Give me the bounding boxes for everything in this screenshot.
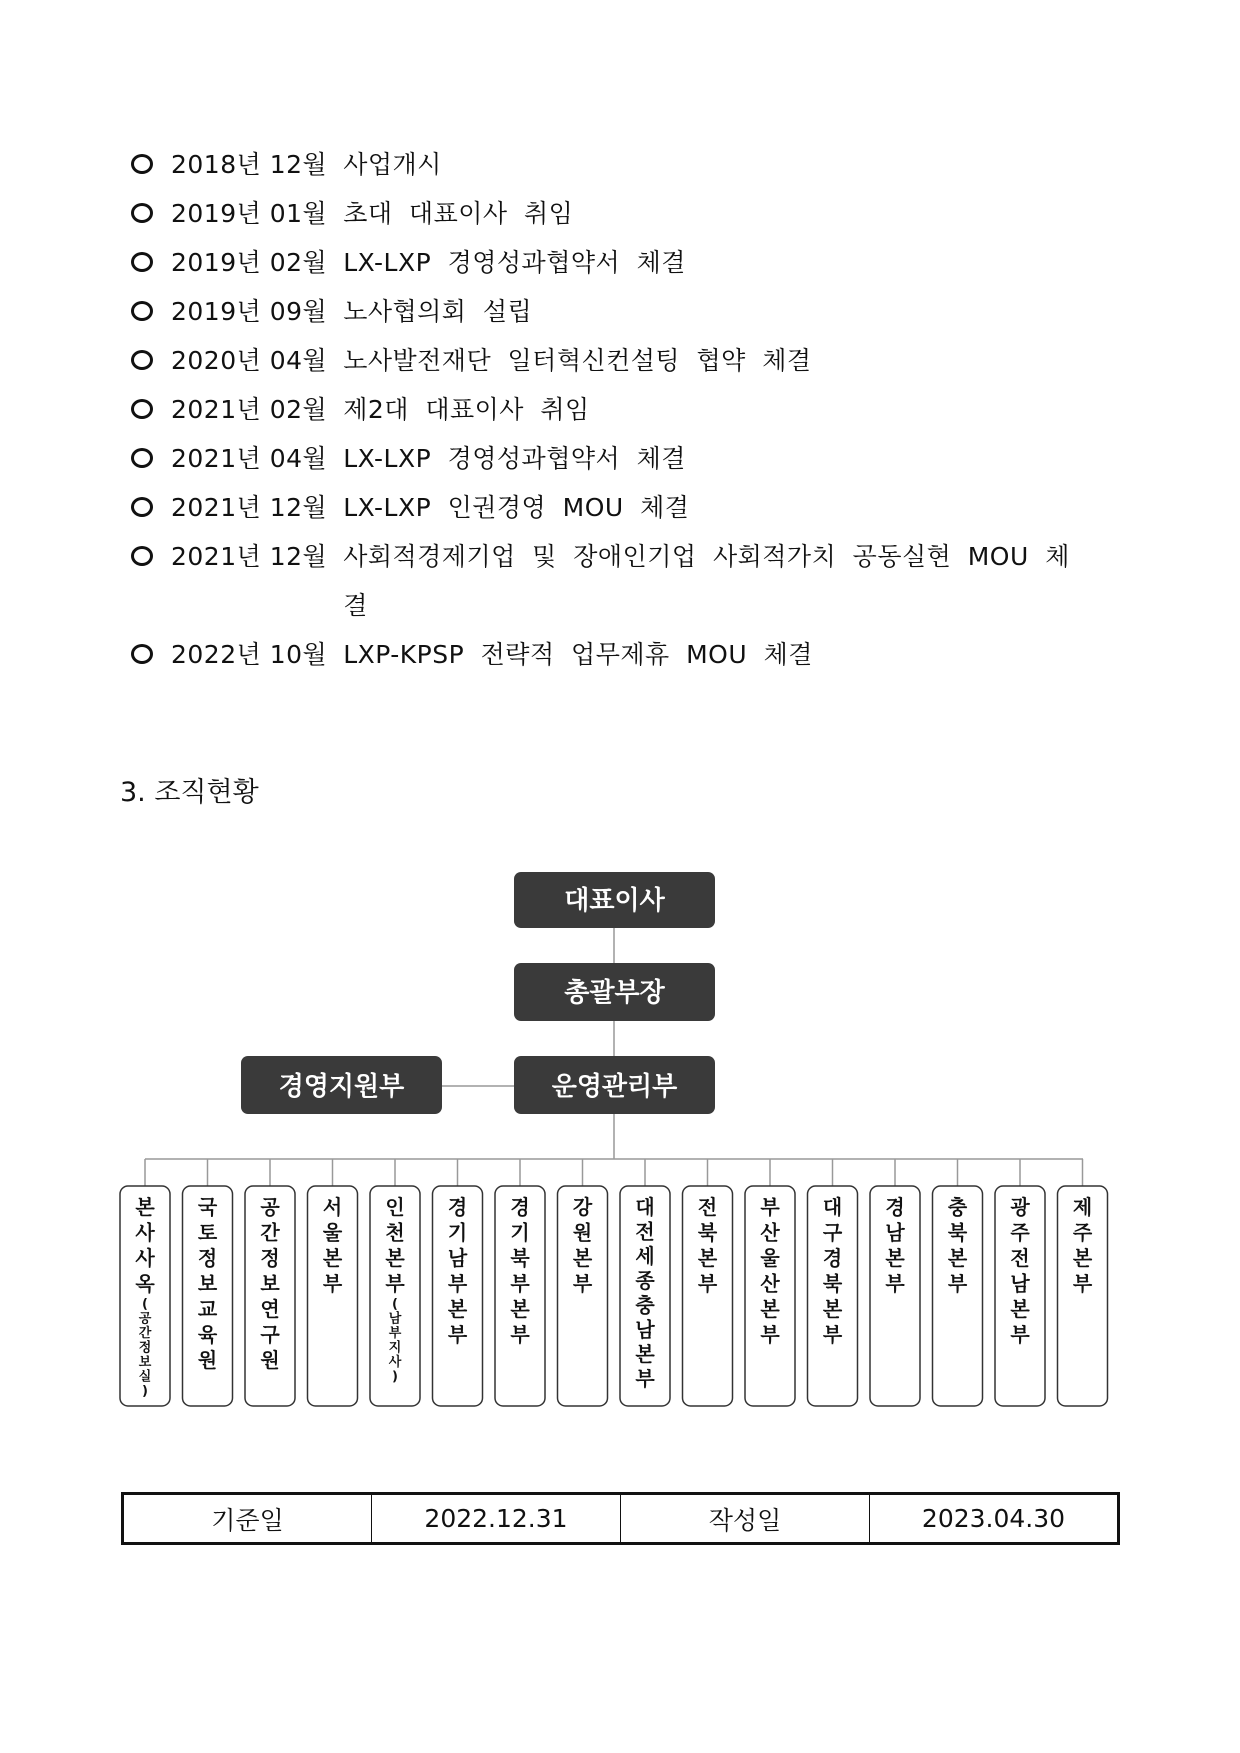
ceo-box <box>514 872 715 928</box>
org-unit <box>808 1186 858 1406</box>
gm-label: 총괄부장 <box>564 978 665 1008</box>
history-date: 2020년 04월 <box>171 346 328 375</box>
org-unit <box>495 1186 545 1406</box>
org-unit-sub: ( 공 간 정 보 실 ) <box>138 1297 152 1399</box>
history-date: 2021년 04월 <box>171 444 328 473</box>
org-unit-name: 대 구 경 북 본 부 <box>822 1195 843 1347</box>
org-unit <box>933 1186 983 1406</box>
history-date: 2021년 02월 <box>171 395 328 424</box>
section-title: 3. 조직현황 <box>120 777 259 808</box>
org-unit-name: 제 주 본 부 <box>1072 1195 1093 1296</box>
ops-box <box>514 1056 715 1114</box>
org-unit-name: 충 북 본 부 <box>947 1195 968 1296</box>
org-unit-name: 강 원 본 부 <box>572 1195 593 1296</box>
org-unit <box>433 1186 483 1406</box>
org-unit <box>620 1186 670 1406</box>
history-text: 노사발전재단 일터혁신컨설팅 협약 체결 <box>343 346 812 375</box>
gm-box <box>514 963 715 1021</box>
base-label: 기준일 <box>123 1494 372 1544</box>
written-date: 2023.04.30 <box>870 1494 1119 1544</box>
history-text: 사업개시 <box>343 150 442 179</box>
org-unit <box>745 1186 795 1406</box>
org-connectors <box>145 928 1083 1159</box>
org-unit-name: 인 천 본 부 <box>385 1195 405 1296</box>
written-label: 작성일 <box>621 1494 870 1544</box>
org-unit <box>1058 1186 1108 1406</box>
org-unit <box>245 1186 295 1406</box>
history-date: 2021년 12월 <box>171 493 328 522</box>
org-unit-name: 공 간 정 보 연 구 원 <box>260 1195 280 1372</box>
info-table <box>121 1492 1120 1545</box>
base-date: 2022.12.31 <box>372 1494 621 1544</box>
history-text: 사회적경제기업 및 장애인기업 사회적가치 공동실현 MOU 체결 <box>343 542 1070 620</box>
history-date: 2018년 12월 <box>171 150 328 179</box>
org-unit-name: 경 기 남 부 본 부 <box>447 1195 468 1347</box>
org-unit-name: 서 울 본 부 <box>322 1195 343 1296</box>
history-text: LX-LXP 인권경영 MOU 체결 <box>343 493 690 522</box>
history-text: LX-LXP 경영성과협약서 체결 <box>343 248 686 277</box>
history-text: LX-LXP 경영성과협약서 체결 <box>343 444 686 473</box>
org-unit-name: 대 전 세 종 충 남 본 부 <box>635 1195 655 1391</box>
org-unit <box>370 1186 420 1406</box>
org-unit <box>308 1186 358 1406</box>
history-text: LXP-KPSP 전략적 업무제휴 MOU 체결 <box>343 640 813 669</box>
ops-label: 운영관리부 <box>551 1072 678 1102</box>
org-unit <box>120 1186 170 1406</box>
org-unit-name: 경 남 본 부 <box>885 1195 905 1296</box>
org-unit <box>558 1186 608 1406</box>
support-box <box>241 1056 442 1114</box>
org-unit <box>870 1186 920 1406</box>
org-unit-name: 국 토 정 보 교 육 원 <box>197 1195 218 1372</box>
unit-connectors <box>145 1159 1083 1186</box>
org-unit-sub: ( 남 부 지 사 ) <box>388 1297 402 1385</box>
org-unit-name: 전 북 본 부 <box>697 1195 718 1296</box>
history-date: 2019년 09월 <box>171 297 328 326</box>
history-date: 2021년 12월 <box>171 542 328 571</box>
history-text: 초대 대표이사 취임 <box>343 199 574 228</box>
history-date: 2022년 10월 <box>171 640 328 669</box>
org-unit <box>183 1186 233 1406</box>
history-date: 2019년 01월 <box>171 199 328 228</box>
org-unit-name: 부 산 울 산 본 부 <box>760 1195 780 1347</box>
org-unit-name: 본 사 사 옥 <box>135 1195 155 1296</box>
org-unit <box>995 1186 1045 1406</box>
org-unit-name: 경 기 북 부 본 부 <box>510 1195 530 1347</box>
history-date: 2019년 02월 <box>171 248 328 277</box>
support-label: 경영지원부 <box>278 1072 405 1102</box>
history-text: 노사협의회 설립 <box>343 297 533 326</box>
history-text: 제2대 대표이사 취임 <box>343 395 590 424</box>
org-unit <box>683 1186 733 1406</box>
org-unit-name: 광 주 전 남 본 부 <box>1010 1195 1030 1347</box>
ceo-label: 대표이사 <box>564 886 665 916</box>
